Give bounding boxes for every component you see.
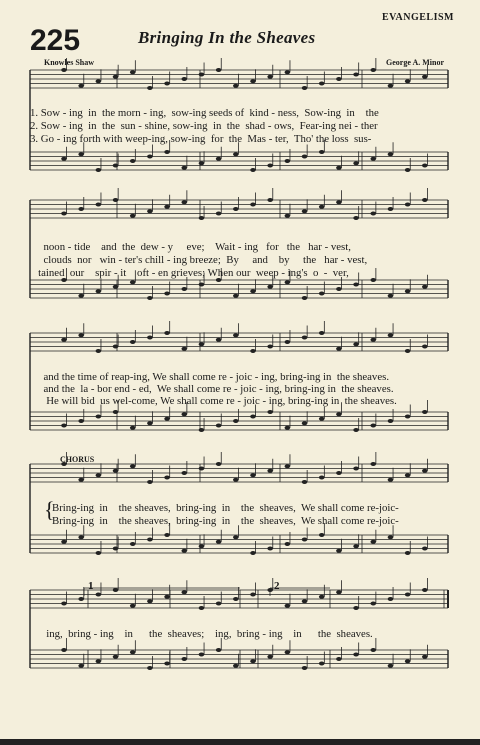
notehead — [302, 538, 308, 542]
notehead — [61, 338, 67, 342]
notehead — [388, 84, 394, 88]
notehead — [216, 648, 222, 652]
notehead — [370, 424, 376, 428]
notehead — [388, 597, 394, 601]
notehead — [147, 666, 153, 670]
notehead — [370, 540, 376, 544]
notehead — [96, 349, 102, 353]
notehead — [267, 655, 273, 659]
notehead — [78, 478, 84, 482]
notehead — [302, 209, 308, 213]
notehead — [405, 415, 411, 419]
notehead — [164, 82, 170, 86]
notehead — [96, 473, 102, 477]
notehead — [78, 294, 84, 298]
notehead — [96, 659, 102, 663]
notehead — [181, 657, 187, 661]
notehead — [199, 161, 205, 165]
chorus-label: CHORUS — [60, 455, 95, 464]
notehead — [250, 203, 256, 207]
notehead — [336, 166, 342, 170]
notehead — [113, 164, 119, 168]
notehead — [181, 471, 187, 475]
notehead — [164, 476, 170, 480]
first-ending-number: 1 — [88, 580, 94, 592]
notehead — [336, 471, 342, 475]
notehead — [353, 216, 359, 220]
notehead — [370, 212, 376, 216]
notehead — [422, 469, 428, 473]
notehead — [285, 426, 291, 430]
notehead — [181, 590, 187, 594]
notehead — [199, 544, 205, 548]
notehead — [78, 535, 84, 539]
notehead — [250, 659, 256, 663]
notehead — [130, 650, 136, 654]
notehead — [388, 152, 394, 156]
notehead — [250, 593, 256, 597]
notehead — [267, 75, 273, 79]
notehead — [113, 469, 119, 473]
system1-verse1: 1. Sow - ing in the morn - ing, sow-ing seeds of kind - ness, Sow-ing in the — [30, 107, 379, 119]
notehead — [147, 155, 153, 159]
notehead — [267, 588, 273, 592]
notehead — [319, 476, 325, 480]
notehead — [353, 428, 359, 432]
notehead — [336, 287, 342, 291]
notehead — [233, 294, 239, 298]
notehead — [130, 542, 136, 546]
notehead — [78, 152, 84, 156]
notehead — [113, 547, 119, 551]
notehead — [199, 653, 205, 657]
notehead — [267, 164, 273, 168]
notehead — [422, 198, 428, 202]
notehead — [233, 535, 239, 539]
notehead — [370, 602, 376, 606]
ending-lyrics: ing, bring - ing in the sheaves; ing, bring - ing in the sheaves. — [30, 628, 373, 640]
notehead — [181, 166, 187, 170]
notehead — [61, 602, 67, 606]
notehead — [388, 294, 394, 298]
notehead — [336, 412, 342, 416]
notehead — [267, 198, 273, 202]
notehead — [130, 340, 136, 344]
notehead — [113, 75, 119, 79]
notehead — [147, 538, 153, 542]
notehead — [61, 212, 67, 216]
notehead — [113, 410, 119, 414]
notehead — [405, 593, 411, 597]
notehead — [353, 606, 359, 610]
notehead — [422, 345, 428, 349]
notehead — [285, 70, 291, 74]
notehead — [285, 604, 291, 608]
notehead — [216, 424, 222, 428]
notehead — [78, 664, 84, 668]
notehead — [267, 410, 273, 414]
notehead — [302, 421, 308, 425]
system3-verse2: and the la - bor end - ed, We shall come re - joic - ing, bring-ing in the sheaves. — [30, 383, 394, 395]
notehead — [147, 480, 153, 484]
notehead — [302, 599, 308, 603]
hymn-number: 225 — [30, 24, 81, 57]
notehead — [199, 428, 205, 432]
notehead — [96, 289, 102, 293]
notehead — [164, 595, 170, 599]
notehead — [130, 214, 136, 218]
notehead — [285, 340, 291, 344]
notehead — [78, 419, 84, 423]
notehead — [319, 417, 325, 421]
notehead — [336, 77, 342, 81]
notehead — [319, 595, 325, 599]
notehead — [147, 296, 153, 300]
notehead — [130, 159, 136, 163]
notehead — [285, 464, 291, 468]
notehead — [130, 426, 136, 430]
second-ending-number: 2 — [274, 580, 280, 592]
notehead — [388, 664, 394, 668]
notehead — [336, 657, 342, 661]
notehead — [388, 419, 394, 423]
notehead — [216, 462, 222, 466]
lyricist-credit: Knowles Shaw — [44, 58, 95, 67]
notehead — [199, 467, 205, 471]
notehead — [250, 473, 256, 477]
notehead — [78, 333, 84, 337]
notehead — [370, 157, 376, 161]
notehead — [233, 333, 239, 337]
notehead — [216, 68, 222, 72]
system1-verse3: 3. Go - ing forth with weep-ing, sow-ing for the Mas - ter, Tho' the loss sus- — [30, 133, 372, 145]
notehead — [267, 285, 273, 289]
system1-verse2: 2. Sow - ing in the sun - shine, sow-ing in the shad - ows, Fear-ing nei - ther — [30, 120, 378, 132]
notehead — [336, 590, 342, 594]
notehead — [96, 168, 102, 172]
notehead — [250, 551, 256, 555]
notehead — [422, 285, 428, 289]
notehead — [319, 292, 325, 296]
notehead — [233, 478, 239, 482]
notehead — [164, 417, 170, 421]
system3-verse3: He will bid us wel-come, We shall come re - joic - ing, bring-ing in the sheaves. — [30, 395, 397, 407]
system2-verse2: clouds nor win - ter's chill - ing breeze; By and by the har - vest, — [30, 254, 368, 266]
notehead — [216, 212, 222, 216]
notehead — [113, 345, 119, 349]
notehead — [302, 296, 308, 300]
notehead — [233, 664, 239, 668]
notehead — [164, 662, 170, 666]
notehead — [302, 666, 308, 670]
notehead — [285, 650, 291, 654]
notehead — [405, 289, 411, 293]
notehead — [302, 155, 308, 159]
chorus-line2: Bring-ing in the sheaves, bring-ing in the sheaves, We shall come re-joic- — [52, 515, 399, 527]
notehead — [319, 82, 325, 86]
notehead — [216, 338, 222, 342]
notehead — [78, 84, 84, 88]
notehead — [250, 415, 256, 419]
chorus-line1: Bring-ing in the sheaves, bring-ing in the sheaves, We shall come re-joic- — [52, 502, 399, 514]
notehead — [181, 200, 187, 204]
notehead — [113, 198, 119, 202]
notehead — [319, 150, 325, 154]
notehead — [233, 152, 239, 156]
notehead — [388, 207, 394, 211]
notehead — [147, 209, 153, 213]
notehead — [319, 331, 325, 335]
system2-verse3: tained our spir - it oft - en grieves; When our weep - ing's o - ver, — [30, 267, 349, 279]
notehead — [96, 551, 102, 555]
notehead — [181, 287, 187, 291]
notehead — [336, 347, 342, 351]
notehead — [199, 73, 205, 77]
notehead — [181, 412, 187, 416]
notehead — [405, 168, 411, 172]
notehead — [353, 283, 359, 287]
notehead — [216, 157, 222, 161]
notehead — [370, 462, 376, 466]
hymn-title: Bringing In the Sheaves — [138, 28, 316, 47]
notehead — [405, 659, 411, 663]
notehead — [388, 478, 394, 482]
notehead — [181, 347, 187, 351]
notehead — [199, 606, 205, 610]
notehead — [61, 424, 67, 428]
notehead — [267, 345, 273, 349]
notehead — [422, 75, 428, 79]
notehead — [250, 79, 256, 83]
notehead — [353, 342, 359, 346]
notehead — [370, 68, 376, 72]
notehead — [388, 535, 394, 539]
notehead — [422, 164, 428, 168]
notehead — [130, 464, 136, 468]
notehead — [233, 419, 239, 423]
notehead — [285, 214, 291, 218]
notehead — [164, 205, 170, 209]
notehead — [96, 79, 102, 83]
notehead — [319, 205, 325, 209]
notehead — [61, 157, 67, 161]
notehead — [267, 547, 273, 551]
notehead — [181, 549, 187, 553]
notehead — [319, 662, 325, 666]
notehead — [199, 342, 205, 346]
notehead — [130, 280, 136, 284]
notehead — [370, 648, 376, 652]
notehead — [61, 648, 67, 652]
notehead — [353, 161, 359, 165]
notehead — [96, 203, 102, 207]
chorus-brace-icon: { — [44, 497, 55, 522]
notehead — [285, 280, 291, 284]
notehead — [96, 593, 102, 597]
notehead — [353, 73, 359, 77]
system3-verse1: and the time of reap-ing, We shall come re - joic - ing, bring-ing in the sheaves. — [30, 371, 390, 383]
notehead — [319, 533, 325, 537]
notehead — [422, 655, 428, 659]
notehead — [250, 289, 256, 293]
notehead — [113, 285, 119, 289]
notehead — [130, 604, 136, 608]
notehead — [336, 200, 342, 204]
notehead — [302, 86, 308, 90]
notehead — [61, 68, 67, 72]
notehead — [405, 473, 411, 477]
notehead — [422, 588, 428, 592]
notehead — [405, 551, 411, 555]
notehead — [388, 333, 394, 337]
notehead — [405, 349, 411, 353]
category-label: EVANGELISM — [381, 12, 454, 23]
notehead — [147, 599, 153, 603]
notehead — [113, 588, 119, 592]
notehead — [422, 410, 428, 414]
notehead — [267, 469, 273, 473]
notehead — [405, 203, 411, 207]
notehead — [353, 467, 359, 471]
notehead — [130, 70, 136, 74]
notehead — [61, 540, 67, 544]
notehead — [96, 415, 102, 419]
notehead — [250, 168, 256, 172]
notehead — [233, 207, 239, 211]
notehead — [250, 349, 256, 353]
notehead — [147, 86, 153, 90]
notehead — [370, 338, 376, 342]
notehead — [164, 150, 170, 154]
notehead — [302, 480, 308, 484]
notehead — [216, 602, 222, 606]
system2-verse1: noon - tide and the dew - y eve; Wait - ing for the har - vest, — [30, 241, 351, 253]
notehead — [199, 283, 205, 287]
notehead — [147, 336, 153, 340]
notehead — [78, 597, 84, 601]
page-bottom-edge — [0, 739, 480, 745]
notehead — [164, 292, 170, 296]
notehead — [164, 331, 170, 335]
notehead — [353, 544, 359, 548]
notehead — [147, 421, 153, 425]
notehead — [78, 207, 84, 211]
notehead — [405, 79, 411, 83]
notehead — [353, 653, 359, 657]
notehead — [285, 542, 291, 546]
notehead — [285, 159, 291, 163]
notehead — [113, 655, 119, 659]
notehead — [422, 547, 428, 551]
composer-credit: George A. Minor — [386, 58, 444, 67]
notehead — [164, 533, 170, 537]
notehead — [216, 540, 222, 544]
notehead — [181, 77, 187, 81]
notehead — [233, 597, 239, 601]
notehead — [336, 549, 342, 553]
notehead — [302, 336, 308, 340]
notehead — [199, 216, 205, 220]
notehead — [233, 84, 239, 88]
